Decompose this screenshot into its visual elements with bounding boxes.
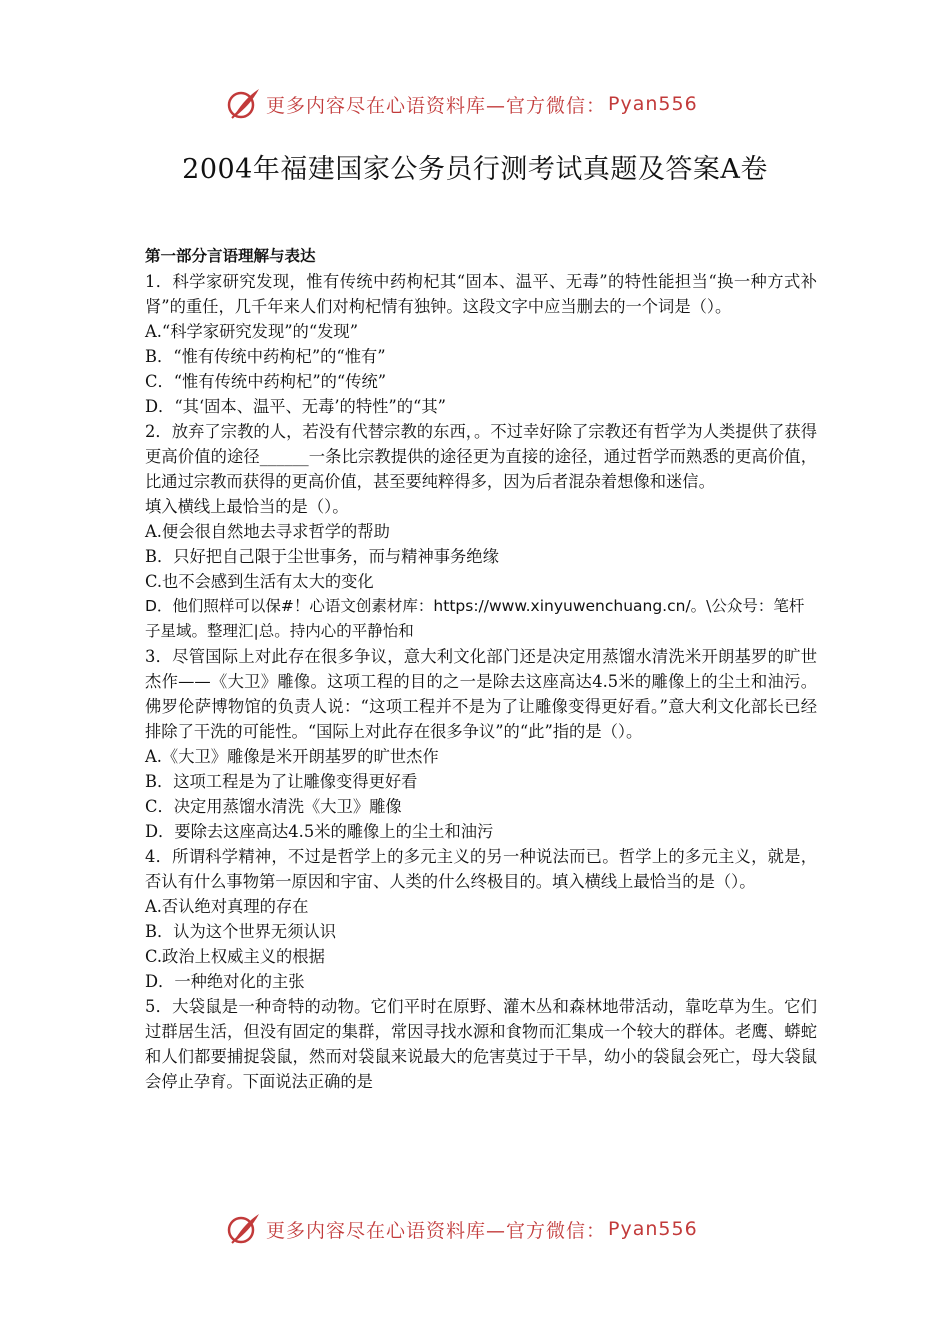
question-1-option-d: D．“其‘固本、温平、无毒’的特性”的“其” — [145, 397, 446, 416]
question-2-option-d: D．他们照样可以保#！心语文创素材库：https://www.xinyuwenchuang.cn/。\公众号：笔杆子星域。整理汇|总。持内心的平静怡和 — [145, 597, 805, 640]
feather-pen-icon — [226, 1211, 262, 1247]
question-1-option-b: B．“惟有传统中药枸杞”的“惟有” — [145, 347, 386, 366]
question-2-prompt: 填入横线上最恰当的是（）。 — [145, 497, 349, 516]
footer-banner-text: 更多内容尽在心语资料库—官方微信： — [266, 1219, 607, 1242]
question-4-stem: 4．所谓科学精神，不过是哲学上的多元主义的另一种说法而已。哲学上的多元主义，就是，否认有什么事物第一原因和宇宙、人类的什么终极目的。填入横线上最恰当的是（）。 — [145, 847, 817, 891]
question-3-option-b: B．这项工程是为了让雕像变得更好看 — [145, 772, 418, 791]
question-3-stem: 3．尽管国际上对此存在很多争议，意大利文化部门还是决定用蒸馏水清洗米开朗基罗的旷世杰作——《大卫》雕像。这项工程的目的之一是除去这座高达4.5米的雕像上的尘土和油污。佛罗伦萨博物馆的负责人说：“这项工程并不是为了让雕像变得更好看。”意大利文化部长已经排除了干洗的可能性。“国际上对此存在很多争议”的“此”指的是（）。 — [145, 647, 817, 741]
footer-banner-account: Pyan556 — [608, 1218, 698, 1240]
question-4-option-c: C.政治上权威主义的根据 — [145, 947, 325, 966]
question-3-option-d: D．要除去这座高达4.5米的雕像上的尘土和油污 — [145, 822, 494, 841]
question-2-option-b: B．只好把自己限于尘世事务，而与精神事务绝缘 — [145, 547, 499, 566]
question-2-option-c: C.也不会感到生活有太大的变化 — [145, 572, 374, 591]
header-banner-text: 更多内容尽在心语资料库—官方微信： — [266, 94, 607, 117]
document-body — [145, 244, 817, 1094]
question-1-stem: 1．科学家研究发现，惟有传统中药枸杞其“固本、温平、无毒”的特性能担当“换一种方式补肾”的重任，几千年来人们对枸杞情有独钟。这段文字中应当删去的一个词是（）。 — [145, 272, 817, 316]
document-title: 2004年福建国家公务员行测考试真题及答案A卷 — [182, 154, 768, 185]
question-5-stem: 5．大袋鼠是一种奇特的动物。它们平时在原野、灌木丛和森林地带活动，靠吃草为生。它们过群居生活，但没有固定的集群，常因寻找水源和食物而汇集成一个较大的群体。老鹰、蟒蛇和人们都要捕捉袋鼠，然而对袋鼠来说最大的危害莫过于干旱，幼小的袋鼠会死亡，母大袋鼠会停止孕育。下面说法正确的是 — [145, 997, 817, 1091]
feather-pen-icon — [226, 86, 262, 122]
question-1-option-c: C．“惟有传统中药枸杞”的“传统” — [145, 372, 387, 391]
question-4-option-a: A.否认绝对真理的存在 — [145, 897, 309, 916]
section-heading: 第一部分言语理解与表达 — [145, 247, 316, 265]
question-4-option-d: D．一种绝对化的主张 — [145, 972, 305, 991]
question-1-option-a: A.“科学家研究发现”的“发现” — [145, 322, 359, 341]
question-3-option-c: C．决定用蒸馏水清洗《大卫》雕像 — [145, 797, 402, 816]
question-2-stem: 2．放弃了宗教的人，若没有代替宗教的东西，。不过幸好除了宗教还有哲学为人类提供了获得更高价值的途径______一条比宗教提供的途径更为直接的途径，通过哲学而熟悉的更高价值，比通过宗教而获得的更高价值，甚至要纯粹得多，因为后者混杂着想像和迷信。 — [145, 422, 817, 491]
footer-banner — [226, 1209, 746, 1249]
question-4-option-b: B．认为这个世界无须认识 — [145, 922, 337, 941]
header-banner-account: Pyan556 — [608, 93, 698, 115]
header-banner — [226, 84, 746, 124]
question-2-option-a: A.便会很自然地去寻求哲学的帮助 — [145, 522, 390, 541]
question-3-option-a: A.《大卫》雕像是米开朗基罗的旷世杰作 — [145, 747, 439, 766]
